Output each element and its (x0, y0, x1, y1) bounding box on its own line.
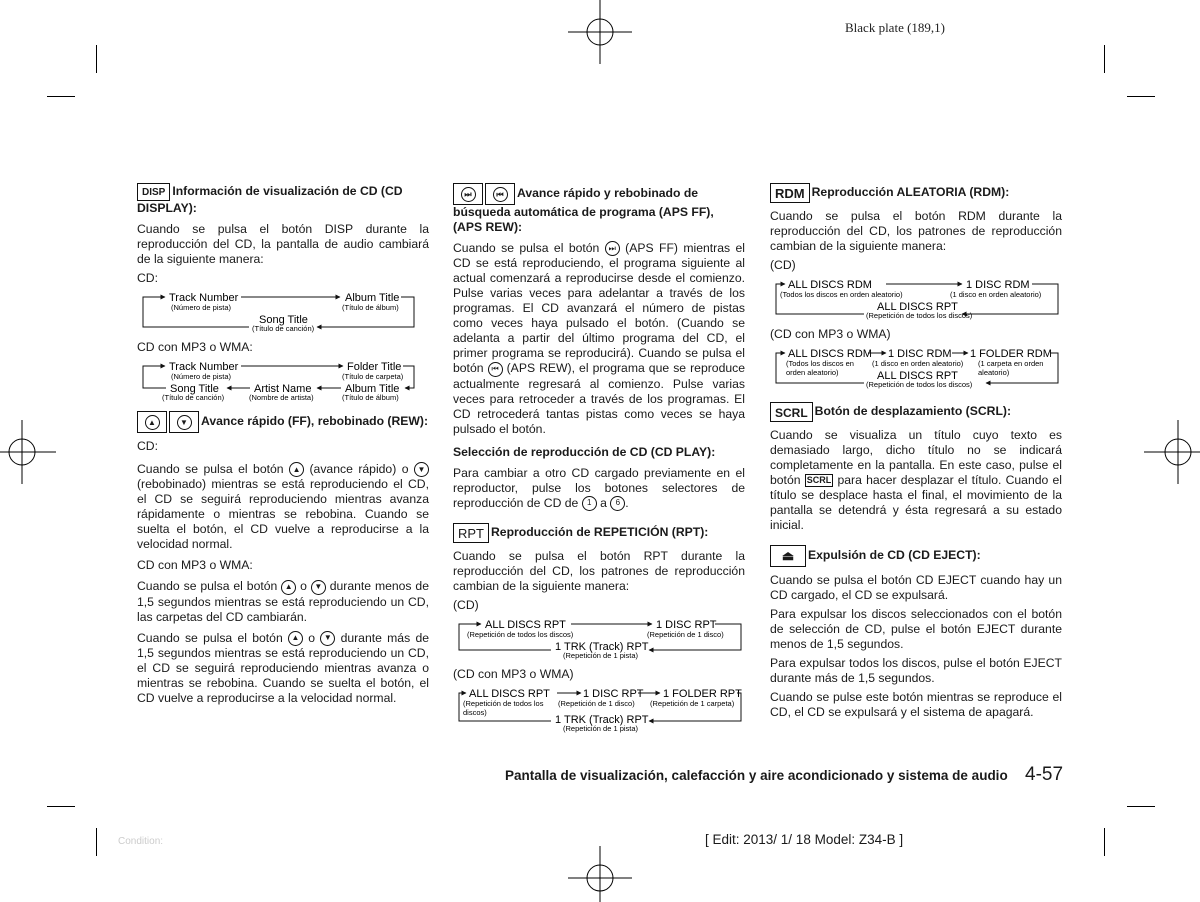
mp3-artist-sub: (Nombre de artista) (249, 393, 314, 402)
mp3-song-label: Song Title (170, 383, 219, 395)
registration-mark-left (0, 420, 56, 484)
mp3-album-sub: (Título de álbum) (342, 393, 399, 402)
cd-track-label: Track Number (169, 292, 239, 304)
mp3-artist-label: Artist Name (254, 383, 312, 395)
eject-paragraph-1: Cuando se pulsa el botón CD EJECT cuando hay un CD cargado, el CD se expulsará. (770, 573, 1062, 602)
crop-mark (47, 806, 75, 807)
footer-section-title: Pantalla de visualización, calefacción y aire acondicionado y sistema de audio (505, 768, 1008, 783)
disp-mp3-diagram (137, 359, 429, 403)
cd-label: CD: (137, 271, 158, 285)
crop-mark (96, 45, 97, 73)
rpt-m-folder-sub: (Repetición de 1 carpeta) (650, 698, 735, 708)
disp-heading (137, 183, 429, 216)
down-arrow-icon: ▼ (177, 415, 192, 430)
rpt-all-label: ALL DISCS RPT (485, 618, 566, 631)
scrl-text-a: Cuando se visualiza un título cuyo texto es demasiado largo, dicho título no se indicará completamente en la pantalla. En este caso, pulse el botón (770, 428, 1062, 487)
rpt-mp3-diagram (453, 686, 745, 734)
condition-label: Condition: (118, 836, 164, 847)
play-heading: Selección de reproducción de CD (CD PLAY): (453, 444, 716, 459)
cd-song-sub: (Título de canción) (252, 324, 315, 333)
aps-text-c: (APS REW), el programa que se reproduce actualmente regresará al comienzo. Pulse varias veces para retroceder a través de los programas. El CD retrocederá tantas pistas como veces se haya pulsado el botón. (453, 361, 746, 436)
disp-paragraph: Cuando se pulsa el botón DISP durante la reproducción del CD, la pantalla de audio cambiará de la siguiente manera: (137, 222, 429, 266)
aps-paragraph (453, 241, 745, 437)
rdm-m-rpt-sub: (Repetición de todos los discos) (866, 380, 973, 389)
rpt-m-all-label: ALL DISCS RPT (469, 687, 550, 700)
rdm-m-all-label: ALL DISCS RDM (788, 348, 872, 360)
disc-1-button-icon: 1 (582, 496, 597, 511)
cd-album-sub: (Título de álbum) (342, 303, 399, 312)
crop-mark (1127, 806, 1155, 807)
aps-rew-button-icon (485, 183, 515, 205)
cd-song-label: Song Title (259, 314, 308, 326)
rdm-1disc-sub: (1 disco en orden aleatorio) (950, 290, 1042, 299)
rdm-button-icon: RDM (770, 183, 810, 203)
scrl-text-b: para hacer desplazar el título. Cuando el título se desplace hasta el final, el movimiento de la pantalla se detendrá y ésta regresará a su estado inicial. (770, 473, 1063, 532)
scrl-paragraph (770, 428, 1062, 533)
aps-ff-icon: ⏭ (605, 241, 620, 256)
crop-mark (1127, 96, 1155, 97)
ff-p1-text-a: Cuando se pulsa el botón (137, 462, 284, 476)
ff-button-icon (137, 411, 167, 433)
aps-rew-icon: ⏮ (493, 187, 508, 202)
disc-6-button-icon: 6 (610, 496, 625, 511)
edit-info: [ Edit: 2013/ 1/ 18 Model: Z34-B ] (705, 832, 904, 847)
rdm-m-rpt-label: ALL DISCS RPT (877, 370, 958, 382)
rdm-all-label: ALL DISCS RDM (788, 279, 872, 291)
rdm-m-folder-label: 1 FOLDER RDM (970, 348, 1052, 360)
rpt-1trk-label: 1 TRK (Track) RPT (555, 640, 649, 653)
cd-album-label: Album Title (345, 292, 400, 304)
rdm-all-sub: (Todos los discos en orden aleatorio) (780, 290, 903, 299)
cd-track-sub: (Número de pista) (171, 303, 232, 312)
up-arrow-icon: ▲ (145, 415, 160, 430)
eject-paragraph-2: Para expulsar los discos seleccionados con el botón de selección de CD, pulse el botón EJECT durante menos de 1,5 segundos. (770, 607, 1062, 651)
ff-p2-text-c: durante menos de 1,5 segundos mientras se está reproduciendo un CD, las carpetas del CD cambiarán. (137, 579, 429, 624)
rpt-title: Reproducción de REPETICIÓN (RPT): (491, 525, 709, 540)
up-arrow-icon: ▲ (288, 631, 303, 646)
mp3-song-sub: (Título de canción) (162, 393, 225, 402)
rpt-1disc-sub: (Repetición de 1 disco) (647, 629, 724, 639)
rdm-rpt-sub: (Repetición de todos los discos) (866, 311, 973, 320)
rdm-cd-diagram (770, 277, 1062, 321)
play-paragraph: Para cambiar a otro CD cargado previamente en el reproductor, pulse los botones selectores de reproducción de CD de 1 a 6 . (453, 465, 745, 510)
registration-mark-bottom (568, 846, 632, 902)
eject-heading (770, 545, 1062, 567)
ff-paragraph-3 (137, 631, 429, 706)
rdm-m-1disc-label: 1 DISC RDM (888, 348, 952, 360)
ff-cd-label: CD: (137, 439, 158, 453)
ff-p3-text-a: Cuando se pulsa el botón (137, 630, 283, 645)
ff-paragraph-1 (137, 462, 429, 552)
rpt-all-sub: (Repetición de todos los discos) (467, 629, 574, 639)
mp3-folder-label: Folder Title (347, 361, 402, 373)
rpt-m-1disc-label: 1 DISC RPT (583, 687, 644, 700)
column-3 (770, 183, 1062, 724)
play-text-a: Para cambiar a otro CD cargado previamente en el reproductor, pulse los botones selectores de reproducción de CD de (453, 465, 745, 510)
rdm-paragraph: Cuando se pulsa el botón RDM durante la reproducción del CD, los patrones de reproducción cambian de la siguiente manera: (770, 209, 1062, 253)
mp3-folder-sub: (Título de carpeta) (342, 372, 404, 381)
crop-mark (47, 96, 75, 97)
rpt-m-folder-label: 1 FOLDER RPT (663, 687, 742, 700)
aps-heading (453, 183, 745, 235)
rdm-m-all-sub1: (Todos los discos en (786, 359, 854, 368)
disp-button-icon: DISP (137, 183, 170, 201)
rpt-cd-diagram (453, 617, 745, 661)
rpt-m-trk-sub: (Repetición de 1 pista) (563, 723, 639, 733)
crop-mark (1104, 828, 1105, 856)
eject-title: Expulsión de CD (CD EJECT): (808, 548, 981, 563)
registration-mark-right (1144, 420, 1200, 484)
disp-cd-diagram (137, 290, 429, 334)
column-2 (453, 183, 745, 740)
up-arrow-icon: ▲ (289, 462, 304, 477)
column-1 (137, 183, 429, 710)
rpt-mp3-label: (CD con MP3 o WMA) (453, 666, 574, 681)
rdm-mp3-diagram (770, 346, 1062, 394)
rpt-m-trk-label: 1 TRK (Track) RPT (555, 713, 649, 726)
aps-ff-button-icon (453, 183, 483, 205)
page-number: 4-57 (1025, 764, 1064, 785)
mp3-label: CD con MP3 o WMA: (137, 340, 253, 354)
rdm-heading (770, 183, 1062, 203)
rdm-cd-label: (CD) (770, 258, 796, 272)
rpt-1trk-sub: (Repetición de 1 pista) (563, 650, 639, 660)
ff-mp3-label: CD con MP3 o WMA: (137, 558, 253, 573)
aps-title: Avance rápido y rebobinado de búsqueda automática de programa (APS FF), (APS REW): (453, 186, 714, 234)
rdm-title: Reproducción ALEATORIA (RDM): (811, 185, 1010, 200)
ff-p3-text-c: durante más de 1,5 segundos mientras se está reproduciendo un CD, el CD se seguirá reproduciendo mientras avanza o mientras se rebobina. Cuando se suelta el botón, el CD vuelve a reproducirse a la velocidad normal. (137, 630, 429, 705)
play-text-b: a (600, 495, 607, 510)
rpt-heading (453, 523, 745, 543)
rpt-1disc-label: 1 DISC RPT (656, 618, 717, 631)
scrl-title: Botón de desplazamiento (SCRL): (814, 404, 1012, 419)
rpt-button-icon: RPT (453, 523, 489, 543)
rpt-paragraph: Cuando se pulsa el botón RPT durante la reproducción del CD, los patrones de reproducción cambian de la siguiente manera: (453, 548, 745, 593)
ff-title: Avance rápido (FF), rebobinado (REW): (201, 414, 429, 429)
mp3-album-label: Album Title (345, 383, 400, 395)
aps-rew-icon: ⏮ (488, 362, 503, 377)
crop-mark (96, 828, 97, 856)
mp3-track-sub: (Número de pista) (171, 372, 232, 381)
rdm-1disc-label: 1 DISC RDM (966, 279, 1030, 291)
rdm-m-folder-sub2: aleatorio) (978, 368, 1010, 377)
rdm-rpt-label: ALL DISCS RPT (877, 301, 958, 313)
registration-mark-top (568, 0, 632, 64)
rew-button-icon (169, 411, 199, 433)
scrl-button-icon: SCRL (770, 402, 813, 422)
down-arrow-icon: ▼ (311, 580, 326, 595)
ff-paragraph-2 (137, 579, 429, 624)
rdm-mp3-label: (CD con MP3 o WMA) (770, 327, 891, 341)
down-arrow-icon: ▼ (414, 462, 429, 477)
rdm-m-all-sub2: orden aleatorio) (786, 368, 839, 377)
plate-label: Black plate (189,1) (845, 20, 945, 35)
down-arrow-icon: ▼ (320, 631, 335, 646)
eject-paragraph-3: Para expulsar todos los discos, pulse el botón EJECT durante más de 1,5 segundos. (770, 656, 1062, 685)
rpt-cd-label: (CD) (453, 597, 479, 612)
up-arrow-icon: ▲ (281, 580, 296, 595)
rdm-m-1disc-sub: (1 disco en orden aleatorio) (872, 359, 964, 368)
disp-title: Información de visualización de CD (CD DISPLAY): (137, 184, 403, 215)
ff-p2-text-b: o (300, 579, 307, 594)
rdm-m-folder-sub1: (1 carpeta en orden (978, 359, 1044, 368)
aps-text-b: (APS FF) mientras el CD se está reproduciendo, el programa siguiente al actual comenzará a reproducirse desde el comienzo. Pulse varias veces para adelantar a través de los programas. El CD avanzará el número de pistas como veces haya pulsado el botón. (Cuando se adelanta a partir del último programa del CD, el primer programa se reproducirá). Cuando se pulsa el botón (453, 241, 746, 376)
eject-paragraph-4: Cuando se pulse este botón mientras se reproduce el CD, el CD se expulsará y el sistema de apagará. (770, 690, 1062, 719)
rpt-m-all-sub1: (Repetición de todos los (463, 698, 544, 708)
rpt-m-all-sub2: discos) (463, 707, 487, 717)
ff-p2-text-a: Cuando se pulsa el botón (137, 579, 278, 594)
mp3-track-label: Track Number (169, 361, 239, 373)
ff-p3-text-b: o (308, 630, 316, 645)
ff-p1-text-b: (avance rápido) o (309, 462, 409, 476)
scrl-heading (770, 402, 1062, 422)
eject-button-icon: ⏏ (770, 545, 806, 567)
rpt-m-1disc-sub: (Repetición de 1 disco) (558, 698, 635, 708)
ff-p1-text-c: (rebobinado) mientras se está reproduciendo el CD, el CD se seguirá reproduciendo mientras avanza rápidamente o mientras se rebobina. Cuando se suelta el botón, el CD vuelve a reproducirse a la velocidad normal. (137, 477, 429, 552)
ff-heading (137, 411, 429, 433)
crop-mark (1104, 45, 1105, 73)
aps-text-a: Cuando se pulsa el botón (453, 241, 600, 255)
aps-ff-icon: ⏭ (461, 187, 476, 202)
scrl-inline-icon: SCRL (806, 475, 832, 486)
